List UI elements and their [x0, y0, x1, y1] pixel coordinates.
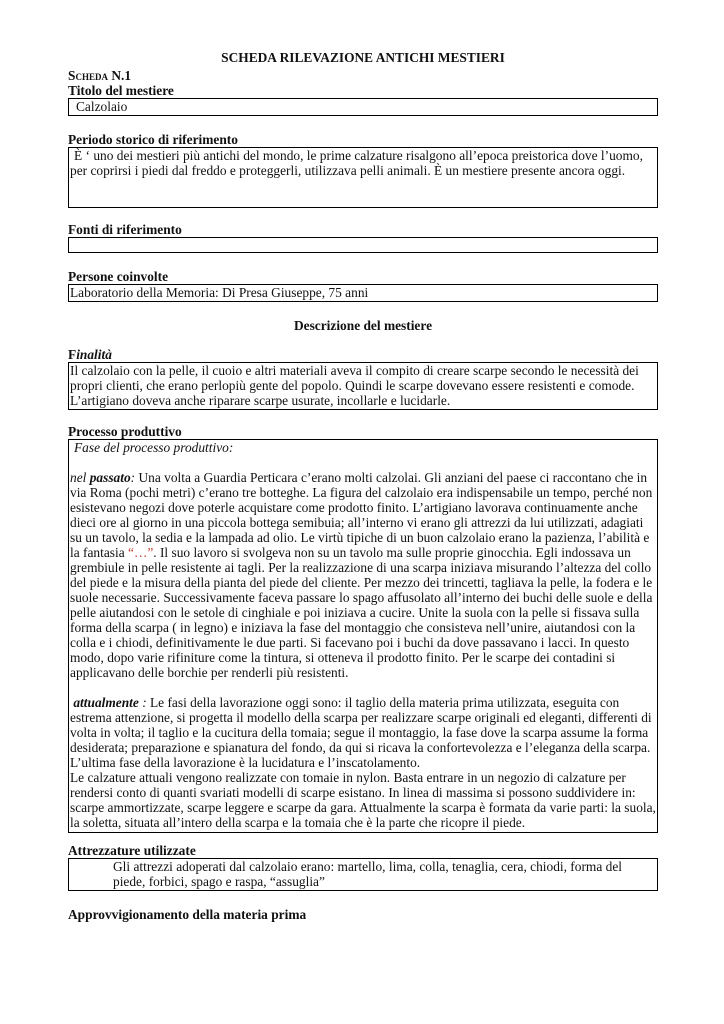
finalita-label-first: F — [68, 347, 77, 362]
attualmente-paragraph — [70, 695, 656, 770]
passato-text-2: . Il suo lavoro si svolgeva non su un tavolo ma sulle proprie ginocchia. Egli indossava un grembiule in pelle resistente ai tagli. Per la realizzazione di una scarpa iniziava misurando l’altezza del collo del piede e la misura della pianta del piede del cliente. Per mezzo dei trincetti, tagliava la pelle, la fodera e le suole necessarie. Successivamente faceva passare lo spago affusolato all’interno dei buchi delle suole e della pelle aiutandosi con le setole di cinghiale e poi iniziava a cucire. Unite la suola con la pelle si fissava sulla forma della scarpa ( in legno) e iniziava la fase del montaggio che consisteva nell’unire, aiutandosi con la colla e i chiodi, definitivamente le due parti. Si facevano poi i buchi da dove passavano i lacci. In questo modo, dopo varie rifiniture come la tintura, si otteneva il prodotto finito. Per le scarpe dei contadini si applicavano delle borchie per renderli più resistenti. — [70, 545, 653, 680]
passato-text-1: Una volta a Guardia Perticara c’erano molti calzolai. Gli anziani del paese ci raccontano che in via Roma (pochi metri) c’erano tre botteghe. La figura del calzolaio era indispensabile un tempo, perché non esistevano negozi dove poterle acquistare come prodotto finito. L’artigiano lavorava continuamente anche dieci ore al giorno in una piccola bottega semibuia; all’interno vi erano gli attrezzi da lui utilizzati, adagiati su un tavolo, la sedia e la lampada ad olio. Le virtù tipiche di un buon calzolaio erano la pazienza, l’abilità e la fantasia — [70, 470, 653, 560]
descrizione-heading: Descrizione del mestiere — [293, 318, 433, 333]
periodo-label: Periodo storico di riferimento — [68, 132, 238, 147]
persone-box — [68, 284, 658, 302]
passato-word: passato — [89, 470, 131, 485]
document-sheet — [68, 50, 658, 922]
attualmente-text: Le fasi della lavorazione oggi sono: il taglio della materia prima utilizzata, eseguita con estrema attenzione, si progetta il modello della scarpa per realizzare scarpe originali ed eleganti, differenti di volta in volta; il taglio e la cucitura della tomaia; segue il montaggio, la fase dove la scarpa assume la forma desiderata; preparazione e spianatura del fondo, da qui si ricava la confortevolezza e l’eleganza della scarpa. L’ultima fase della lavorazione è la lucidatura e l’inscatolamento. — [70, 695, 652, 770]
titolo-value: Calzolaio — [76, 99, 128, 114]
periodo-box — [68, 147, 658, 208]
approvvigionamento-label: Approvvigionamento della materia prima — [68, 907, 307, 922]
periodo-text: È ‘ uno dei mestieri più antichi del mondo, le prime calzature risalgono all’epoca preistorica dove l’uomo, per coprirsi i piedi dal freddo e proteggerli, utilizzava pelli animali. È un mestiere presente ancora oggi. — [70, 148, 643, 178]
attrezzature-text: Gli attrezzi adoperati dal calzolaio erano: martello, lima, colla, tenaglia, cera, chiodi, forma del piede, forbici, spago e raspa, “assuglia” — [113, 859, 622, 889]
passato-colon: : — [130, 470, 136, 485]
attualmente-colon: : — [138, 695, 147, 710]
titolo-box — [68, 98, 658, 116]
fonti-box — [68, 237, 658, 253]
attualmente-word: attualmente — [73, 695, 139, 710]
scheda-prefix: Scheda — [68, 68, 108, 83]
finalita-label-rest: inalità — [76, 347, 112, 362]
passato-red-quote: “…” — [128, 545, 154, 560]
persone-label: Persone coinvolte — [68, 269, 169, 284]
passato-lead: nel — [70, 470, 87, 485]
scheda-number — [68, 68, 658, 83]
attrezzature-label: Attrezzature utilizzate — [68, 843, 196, 858]
finalita-label — [68, 347, 658, 362]
attualmente-paragraph-2: Le calzature attuali vengono realizzate con tomaie in nylon. Basta entrare in un negozio di calzature per rendersi conto di quanti svariati modelli di scarpe esistano. In linea di massima si possono suddividere in: scarpe ammortizzate, scarpe leggere e scarpe da gara. Attualmente la scarpa è formata da varie parti: la suola, la soletta, situata all’intero della scarpa e la tomaia che è la parte che ricopre il piede. — [70, 770, 656, 830]
attrezzature-box — [68, 858, 658, 891]
finalita-box — [68, 362, 658, 410]
scheda-value: N.1 — [111, 68, 132, 83]
document-title: SCHEDA RILEVAZIONE ANTICHI MESTIERI — [221, 50, 505, 65]
titolo-label: Titolo del mestiere — [68, 83, 174, 98]
fase-heading: Fase del processo produttivo: — [74, 440, 234, 455]
passato-paragraph — [70, 470, 656, 680]
persone-value: Laboratorio della Memoria: Di Presa Giuseppe, 75 anni — [70, 285, 369, 300]
finalita-text: Il calzolaio con la pelle, il cuoio e altri materiali aveva il compito di creare scarpe secondo le necessità dei propri clienti, che erano perlopiù gente del popolo. Quindi le scarpe dovevano essere resistenti e comode. L’artigiano doveva anche riparare scarpe usurate, incollarle e lucidarle. — [70, 363, 639, 408]
fonti-label: Fonti di riferimento — [68, 222, 182, 237]
processo-box — [68, 439, 658, 833]
processo-label: Processo produttivo — [68, 424, 182, 439]
